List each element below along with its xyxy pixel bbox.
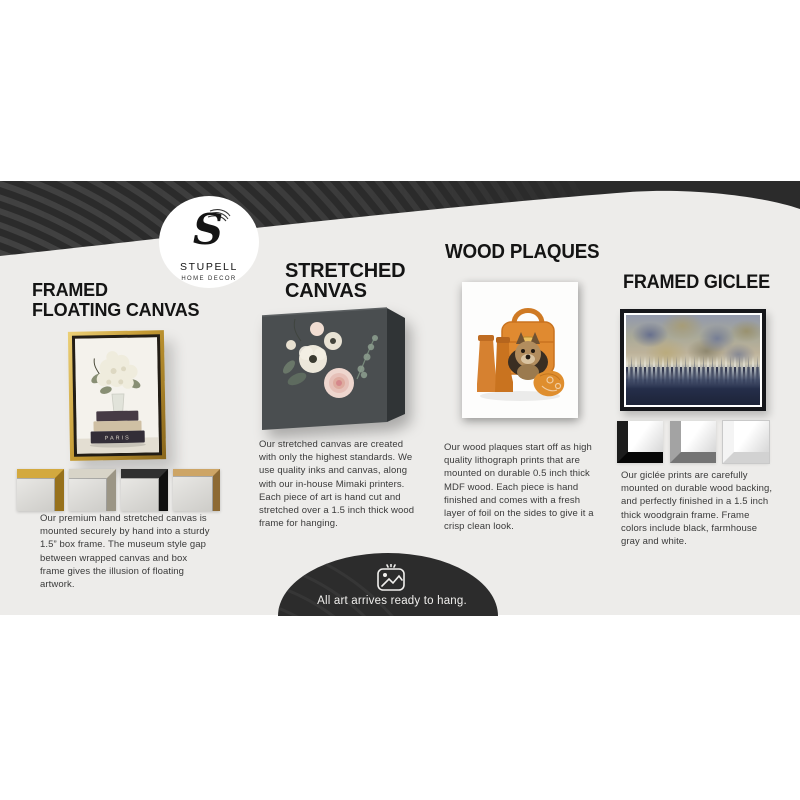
frame-swatch-black xyxy=(121,469,168,511)
stupell-logo-badge xyxy=(159,196,259,288)
giclee-navy-streak-texture xyxy=(626,367,760,385)
stretched-canvas-description: Our stretched canvas are created with only the highest standards. We use quality inks and canvas, along with our in-house Mimaki printers. Each piece of art is hand cut and stretched over a 1.5 inch thick wood frame for hanging. xyxy=(259,439,415,530)
stretched-canvas-title xyxy=(285,261,405,301)
floating-canvas-title-line1: FRAMED xyxy=(32,280,108,300)
stretched-canvas-title-line1: STRETCHED xyxy=(285,260,406,282)
logo-brand-text: STUPELL xyxy=(180,261,238,273)
framed-giclee-description: Our giclée prints are carefully mounted on durable wood backing, and perfectly finished in a 1.5 inch thick woodgrain frame. Frame colors include black, farmhouse gray and white. xyxy=(621,470,773,548)
framed-giclee-title: FRAMED GICLEE xyxy=(623,272,770,293)
paris-floral-artwork xyxy=(75,337,159,453)
floating-frame-swatches xyxy=(17,469,220,511)
stupell-s-logo-icon xyxy=(185,202,233,254)
book-spine-text: PARIS xyxy=(104,435,131,442)
floating-canvas-description: Our premium hand stretched canvas is mounted securely by hand into a sturdy 1.5” box frame. The museum style gap between wrapped canvas and box frame gives the illusion of floating artwork. xyxy=(40,513,210,591)
ready-to-hang-message: All art arrives ready to hang. xyxy=(317,595,467,607)
floating-canvas-product-image xyxy=(68,330,166,461)
frame-swatch-gold xyxy=(17,469,64,511)
stretched-canvas-product-image xyxy=(261,307,407,433)
wood-plaques-description: Our wood plaques start off as high quality lithograph prints that are mounted on durable 0.5 inch thick MDF wood. Each piece is hand finished and comes with a fresh layer of foil on the sides to give it a crisp clean look. xyxy=(444,442,594,533)
framed-giclee-product-image xyxy=(620,309,766,411)
svg-text:S: S xyxy=(192,205,224,254)
image-icon xyxy=(375,564,407,592)
giclee-frame-swatches xyxy=(617,421,769,463)
giclee-swatch-gray xyxy=(670,421,716,463)
floating-canvas-title-line2: FLOATING CANVAS xyxy=(32,300,200,320)
giclee-swatch-black xyxy=(617,421,663,463)
wood-plaque-product-image xyxy=(462,282,578,418)
frame-swatch-bronze xyxy=(173,469,220,511)
wood-plaques-title: WOOD PLAQUES xyxy=(445,241,600,263)
floating-canvas-title xyxy=(32,280,199,320)
logo-tagline-text: HOME DECOR xyxy=(181,276,237,282)
stretched-canvas-title-line2: CANVAS xyxy=(285,280,367,302)
abstract-giclee-artwork xyxy=(626,315,760,405)
frame-swatch-champagne xyxy=(69,469,116,511)
giclee-swatch-white xyxy=(723,421,769,463)
